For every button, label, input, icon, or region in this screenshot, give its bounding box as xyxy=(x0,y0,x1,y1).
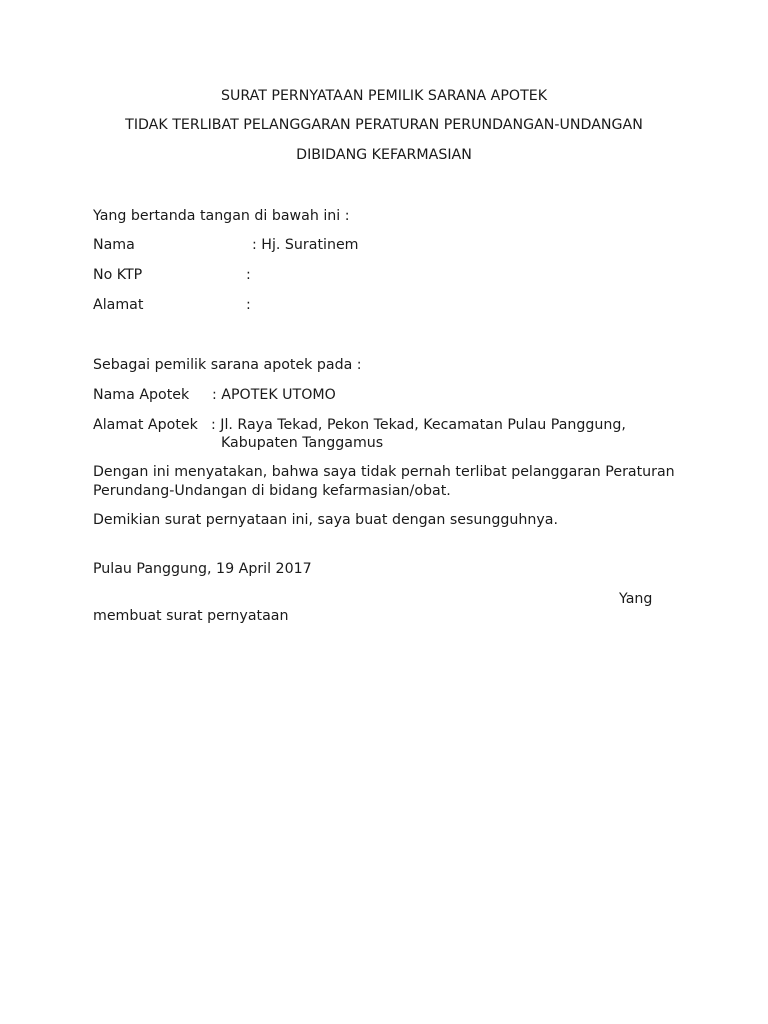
signer-address-value: : xyxy=(246,297,251,313)
signer-ktp-value: : xyxy=(246,267,251,283)
title-line-1: SURAT PERNYATAAN PEMILIK SARANA APOTEK xyxy=(220,88,548,104)
signature-line-2: membuat surat pernyataan xyxy=(93,608,289,624)
signature-line-1: Yang xyxy=(619,591,653,607)
pharmacy-name-value: : APOTEK UTOMO xyxy=(212,387,336,403)
signer-name-label: Nama xyxy=(93,237,135,253)
pharmacy-address-label: Alamat Apotek xyxy=(93,417,198,433)
title-line-3: DIBIDANG KEFARMASIAN xyxy=(296,147,472,163)
pharmacy-address-value-line-2: Kabupaten Tanggamus xyxy=(221,435,384,451)
title-line-2: TIDAK TERLIBAT PELANGGARAN PERATURAN PERUNDANGAN-UNDANGAN xyxy=(125,117,643,133)
pharmacy-address-value-line-1: : Jl. Raya Tekad, Pekon Tekad, Kecamatan Pulau Panggung, xyxy=(211,417,626,433)
signer-intro: Yang bertanda tangan di bawah ini : xyxy=(93,208,350,224)
statement-line-1: Dengan ini menyatakan, bahwa saya tidak pernah terlibat pelanggaran Peraturan xyxy=(93,464,675,480)
signer-address-label: Alamat xyxy=(93,297,144,313)
statement-closing: Demikian surat pernyataan ini, saya buat dengan sesungguhnya. xyxy=(93,512,558,528)
place-date: Pulau Panggung, 19 April 2017 xyxy=(93,561,312,577)
pharmacy-intro: Sebagai pemilik sarana apotek pada : xyxy=(93,357,362,373)
pharmacy-name-label: Nama Apotek xyxy=(93,387,190,403)
statement-line-2: Perundang-Undangan di bidang kefarmasian/obat. xyxy=(93,483,451,499)
signer-ktp-label: No KTP xyxy=(93,267,143,283)
signer-name-value: : Hj. Suratinem xyxy=(252,237,359,253)
